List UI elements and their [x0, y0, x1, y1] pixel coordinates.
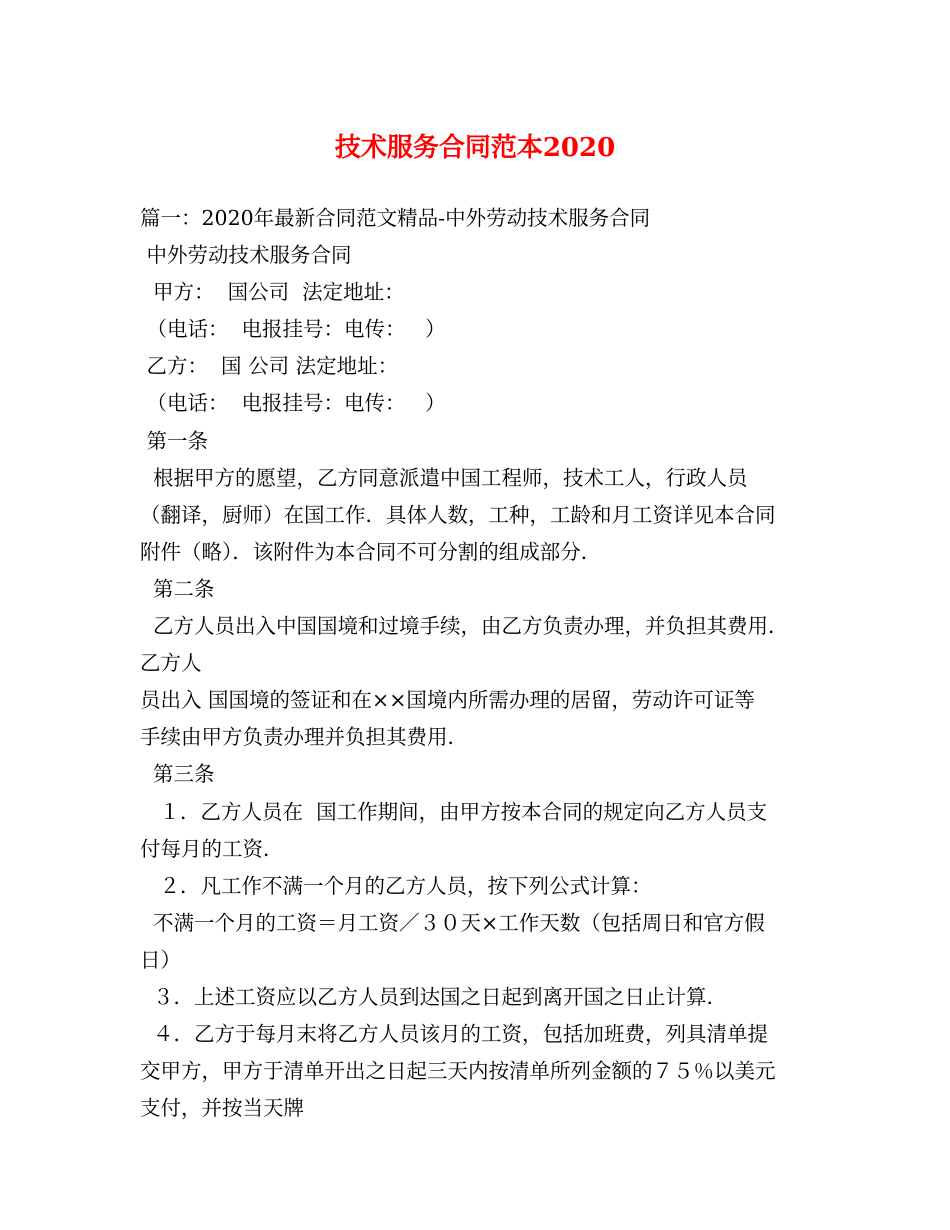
article-3-clause-2-line: ２．凡工作不满一个月的乙方人员，按下列公式计算： — [140, 873, 652, 898]
article-3-clause-4-line: 支付，并按当天牌 — [140, 1096, 304, 1121]
article-3-clause-1-line: １．乙方人员在 国工作期间，由甲方按本合同的规定向乙方人员支 — [140, 799, 768, 824]
article-3-heading: 第三条 — [140, 762, 215, 787]
party-a-contact-line: （电话： 电报挂号：电传： ） — [140, 317, 446, 342]
party-b-line: 乙方： 国 公司 法定地址： — [140, 354, 399, 379]
article-3-clause-4-line: 交甲方，甲方于清单开出之日起三天内按清单所列金额的７５％以美元 — [140, 1059, 776, 1084]
article-1-heading: 第一条 — [140, 428, 209, 453]
article-2-text-line: 乙方人 — [140, 651, 202, 676]
article-3-clause-4-line: ４．乙方于每月末将乙方人员该月的工资，包括加班费，列具清单提 — [140, 1022, 769, 1047]
party-b-contact-line: （电话： 电报挂号：电传： ） — [140, 391, 446, 416]
article-2-text-line: 乙方人员出入中国国境和过境手续，由乙方负责办理，并负担其费用． — [140, 614, 789, 639]
article-2-heading: 第二条 — [140, 576, 215, 601]
article-1-text-line: （翻译，厨师）在国工作．具体人数，工种，工龄和月工资详见本合同 — [140, 502, 776, 527]
article-1-text-line: 附件（略）．该附件为本合同不可分割的组成部分． — [140, 539, 602, 564]
section-heading-part-one: 篇一：2020年最新合同范文精品-中外劳动技术服务合同 — [140, 206, 651, 230]
party-a-line: 甲方： 国公司 法定地址： — [140, 280, 405, 305]
document-body — [140, 200, 840, 1127]
article-3-formula-line: 不满一个月的工资＝月工资／３０天×工作天数（包括周日和官方假 — [140, 910, 765, 935]
article-2-text-line: 员出入 国国境的签证和在××国境内所需办理的居留，劳动许可证等 — [140, 688, 755, 713]
document-title: 技术服务合同范本2020 — [334, 133, 616, 163]
article-1-text-line: 根据甲方的愿望，乙方同意派遣中国工程师，技术工人，行政人员 — [140, 465, 748, 490]
article-3-formula-line: 日） — [140, 947, 181, 972]
article-3-clause-3-line: ３．上述工资应以乙方人员到达国之日起到离开国之日止计算． — [140, 984, 728, 1009]
article-2-text-line: 手续由甲方负责办理并负担其费用． — [140, 725, 468, 750]
article-3-clause-1-line: 付每月的工资． — [140, 836, 284, 861]
contract-name: 中外劳动技术服务合同 — [140, 243, 352, 268]
